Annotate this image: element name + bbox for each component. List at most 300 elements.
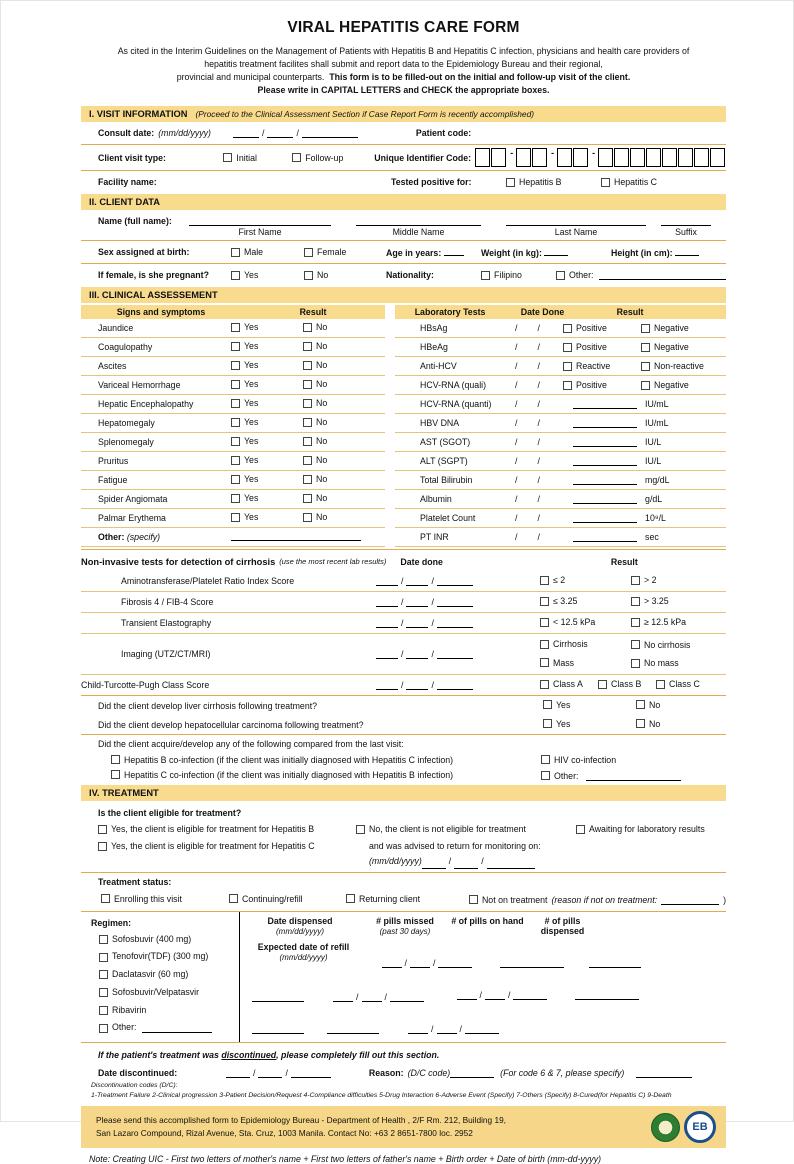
checkbox-icon bbox=[98, 842, 107, 851]
checkbox-not-eligible[interactable]: No, the client is not eligible for treatment bbox=[356, 822, 526, 837]
noninvasive-date-done-label: Date done bbox=[400, 556, 443, 567]
regimen-label: Regimen: bbox=[91, 918, 132, 928]
checkbox-icon bbox=[631, 597, 640, 606]
checkbox-class-a[interactable]: Class A bbox=[540, 679, 583, 689]
checkbox-eligible-hep-c[interactable]: Yes, the client is eligible for treatment for Hepatitis C bbox=[98, 839, 315, 854]
lab-label: HBV DNA bbox=[420, 418, 460, 428]
lab-unit: IU/L bbox=[645, 456, 662, 466]
sex-label: Sex assigned at birth: bbox=[98, 247, 190, 257]
checkbox-no-cirrhosis[interactable]: No cirrhosis bbox=[631, 639, 690, 651]
checkbox-icon bbox=[540, 597, 549, 606]
checkbox-yes[interactable]: Yes bbox=[231, 360, 258, 370]
checkbox-yes[interactable]: Yes bbox=[231, 493, 258, 503]
checkbox-enrolling[interactable]: Enrolling this visit bbox=[101, 894, 182, 904]
checkbox-yes[interactable]: Yes bbox=[231, 436, 258, 446]
clinical-row: Jaundice Yes No HBsAg / / Positive Negative bbox=[81, 319, 726, 338]
clinical-row: Hepatomegaly Yes No HBV DNA / / IU/mL bbox=[81, 414, 726, 433]
section-clinical-assessment-header bbox=[81, 287, 726, 303]
noninvasive-header bbox=[81, 552, 726, 571]
lab-label: Platelet Count bbox=[420, 513, 476, 523]
section-treatment-header bbox=[81, 785, 726, 801]
option-label: Hepatitis C bbox=[614, 177, 658, 187]
visit-type-label: Client visit type: bbox=[98, 152, 166, 163]
lab-label: PT INR bbox=[420, 532, 449, 542]
page-title: VIRAL HEPATITIS CARE FORM bbox=[287, 19, 520, 36]
checkbox-icon bbox=[563, 343, 572, 352]
lab-unit: 10⁹/L bbox=[645, 513, 666, 523]
checkbox-continuing[interactable]: Continuing/refill bbox=[229, 894, 303, 904]
age-group bbox=[386, 246, 481, 258]
last-name-caption: Last Name bbox=[554, 227, 598, 237]
checkbox-positive[interactable]: Positive bbox=[563, 380, 641, 390]
checkbox-icon bbox=[303, 380, 312, 389]
checkbox-not-on-treatment[interactable]: Not on treatment bbox=[469, 895, 548, 905]
col-pills-missed-sub: (past 30 days) bbox=[379, 927, 431, 936]
checkbox-yes[interactable]: Yes bbox=[231, 512, 258, 522]
footer-address: Please send this accomplished form to Epidemiology Bureau - Department of Health , 2/F Rm. 212, Building 19, San Lazaro Compound, Rizal Avenue, Sta. Cruz, 1003 Manila. Contact No: +63 2 8651-7800 loc. 2952 bbox=[96, 1115, 506, 1138]
checkbox-icon bbox=[481, 271, 490, 280]
sign-label: Jaundice bbox=[98, 323, 134, 333]
checkbox-initial[interactable] bbox=[223, 153, 292, 163]
checkbox-icon bbox=[304, 248, 313, 257]
patient-code-label: Patient code: bbox=[415, 128, 472, 138]
checkbox-icon bbox=[631, 576, 640, 585]
date-done-field[interactable]: / / bbox=[376, 597, 540, 607]
test-label: Aminotransferase/Platelet Ratio Index Score bbox=[121, 576, 295, 586]
checkbox-icon bbox=[231, 323, 240, 332]
middle-name-field[interactable] bbox=[356, 216, 481, 237]
checkbox-icon bbox=[303, 475, 312, 484]
weight-field[interactable] bbox=[544, 246, 568, 256]
height-field[interactable] bbox=[675, 246, 699, 256]
noninvasive-row-imaging bbox=[81, 634, 726, 675]
first-name-field[interactable] bbox=[189, 216, 331, 237]
checkbox-cirrhosis[interactable]: Cirrhosis bbox=[540, 639, 588, 649]
sign-label: Splenomegaly bbox=[98, 437, 154, 447]
checkbox-no[interactable]: No bbox=[303, 455, 327, 465]
question-text: Did the client develop liver cirrhosis following treatment? bbox=[98, 700, 318, 711]
checkbox-icon bbox=[576, 825, 585, 834]
test-label: Child-Turcotte-Pugh Class Score bbox=[81, 680, 210, 690]
pills-on-hand-field-1[interactable] bbox=[589, 958, 641, 968]
date-done-field[interactable]: / / bbox=[376, 618, 540, 628]
checkbox-icon bbox=[231, 437, 240, 446]
tested-positive-label: Tested positive for: bbox=[391, 177, 472, 187]
checkbox-icon bbox=[563, 381, 572, 390]
lab-unit: g/dL bbox=[645, 494, 663, 504]
lab-value-field[interactable] bbox=[573, 532, 637, 542]
checkbox-icon bbox=[540, 618, 549, 627]
lab-label: HCV-RNA (quali) bbox=[420, 380, 487, 390]
col-date-dispensed-format: (mm/dd/yyyy) bbox=[276, 927, 324, 936]
checkbox-yes[interactable]: Yes bbox=[231, 322, 258, 332]
checkbox-fib4-high[interactable]: > 3.25 bbox=[631, 596, 669, 606]
checkbox-no[interactable]: No bbox=[303, 322, 327, 332]
sign-label: Hepatomegaly bbox=[98, 418, 155, 428]
checkbox-apri-low[interactable]: ≤ 2 bbox=[540, 575, 565, 585]
first-name-caption: First Name bbox=[238, 227, 282, 237]
checkbox-returning[interactable]: Returning client bbox=[346, 894, 420, 904]
col-expected-refill-format: (mm/dd/yyyy) bbox=[279, 953, 328, 962]
checkbox-icon bbox=[636, 719, 645, 728]
checkbox-pregnant-yes[interactable] bbox=[231, 270, 304, 280]
checkbox-no[interactable]: No bbox=[303, 474, 327, 484]
checkbox-negative[interactable]: Negative bbox=[641, 342, 689, 352]
checkbox-yes[interactable]: Yes bbox=[231, 417, 258, 427]
test-label: Fibrosis 4 / FIB-4 Score bbox=[121, 597, 214, 607]
checkbox-icon bbox=[543, 700, 552, 709]
checkbox-apri-high[interactable]: > 2 bbox=[631, 575, 656, 585]
height-group bbox=[611, 246, 699, 258]
noninvasive-title-note: (use the most recent lab results) bbox=[279, 557, 387, 566]
checkbox-awaiting-results[interactable]: Awaiting for laboratory results bbox=[576, 822, 705, 837]
checkbox-icon bbox=[631, 640, 640, 649]
checkbox-icon bbox=[303, 342, 312, 351]
pills-missed-field-1[interactable] bbox=[500, 958, 564, 968]
checkbox-hepatitis-b[interactable] bbox=[506, 177, 601, 187]
question-cirrhosis bbox=[81, 696, 726, 715]
suffix-field[interactable] bbox=[661, 216, 711, 237]
checkbox-no[interactable]: No bbox=[303, 436, 327, 446]
checkbox-icon bbox=[598, 680, 607, 689]
other-sign-field[interactable] bbox=[231, 531, 361, 541]
checkbox-fib4-low[interactable]: ≤ 3.25 bbox=[540, 596, 577, 606]
checkbox-icon bbox=[99, 1006, 108, 1015]
checkbox-yes[interactable]: Yes bbox=[231, 455, 258, 465]
section2-title: II. CLIENT DATA bbox=[89, 197, 160, 207]
not-on-treatment-reason-label: (reason if not on treatment: bbox=[551, 894, 658, 905]
intro-line-4: Please write in CAPITAL LETTERS and CHECK the appropriate boxes. bbox=[257, 85, 550, 95]
checkbox-no[interactable]: No bbox=[636, 700, 660, 710]
intro-line-3: provincial and municipal counterparts. This form is to be filled-out on the initial and follow-up visit of the client. bbox=[176, 72, 631, 82]
noninvasive-row bbox=[81, 592, 726, 613]
checkbox-class-b[interactable]: Class B bbox=[598, 679, 641, 689]
weight-group bbox=[481, 246, 611, 258]
pills-missed-field-2[interactable] bbox=[575, 990, 639, 1000]
lab-unit: IU/mL bbox=[645, 399, 669, 409]
col-expected-refill: Expected date of refill bbox=[257, 942, 350, 952]
option-label: Other: bbox=[569, 270, 594, 280]
checkbox-icon bbox=[303, 418, 312, 427]
date-dispensed-field-2[interactable]: / / bbox=[457, 990, 548, 1000]
question-acquire bbox=[81, 735, 726, 753]
checkbox-icon bbox=[656, 680, 665, 689]
checkbox-hiv-coinfection[interactable]: HIV co-infection bbox=[541, 755, 616, 765]
clinical-row: Splenomegaly Yes No AST (SGOT) / / IU/L bbox=[81, 433, 726, 452]
checkbox-hepatitis-c[interactable] bbox=[601, 177, 657, 187]
col-result: Result bbox=[299, 307, 327, 317]
sign-label: Spider Angiomata bbox=[98, 494, 168, 504]
checkbox-yes[interactable]: Yes bbox=[231, 474, 258, 484]
col-pills-on-hand: # of pills on hand bbox=[451, 916, 524, 926]
checkbox-no[interactable]: No bbox=[303, 493, 327, 503]
lab-value-field[interactable] bbox=[573, 456, 637, 466]
checkbox-icon bbox=[231, 475, 240, 484]
lab-value-field[interactable] bbox=[573, 399, 637, 409]
monitoring-date: (mm/dd/yyyy) / / bbox=[356, 854, 576, 869]
checkbox-filipino[interactable] bbox=[481, 270, 556, 280]
checkbox-icon bbox=[303, 456, 312, 465]
age-label: Age in years: bbox=[386, 248, 442, 258]
section-visit-information-header bbox=[81, 106, 726, 122]
treatment-status-label-row bbox=[81, 873, 726, 891]
dispense-table bbox=[239, 912, 726, 1042]
eb-logo-icon: EB bbox=[684, 1111, 716, 1143]
option-label: Yes bbox=[244, 270, 259, 280]
checkbox-icon bbox=[641, 381, 650, 390]
clinical-row: Spider Angiomata Yes No Albumin / / g/dL bbox=[81, 490, 726, 509]
checkbox-yes[interactable]: Yes bbox=[231, 341, 258, 351]
checkbox-icon bbox=[543, 719, 552, 728]
clinical-row: Ascites Yes No Anti-HCV / / Reactive Non-reactive bbox=[81, 357, 726, 376]
age-field[interactable] bbox=[444, 246, 464, 256]
checkbox-positive[interactable]: Positive bbox=[563, 323, 641, 333]
checkbox-pregnant-no[interactable] bbox=[304, 270, 386, 280]
checkbox-icon bbox=[563, 324, 572, 333]
checkbox-icon bbox=[304, 271, 313, 280]
checkbox-icon bbox=[631, 618, 640, 627]
checkbox-yes[interactable]: Yes bbox=[231, 398, 258, 408]
lab-value-field[interactable] bbox=[573, 437, 637, 447]
checkbox-coinfection-other[interactable]: Other: bbox=[541, 771, 578, 781]
checkbox-icon bbox=[541, 755, 550, 764]
checkbox-daclatasvir[interactable]: Daclatasvir (60 mg) bbox=[99, 967, 188, 983]
checkbox-yes[interactable]: Yes bbox=[543, 700, 570, 710]
lab-unit: sec bbox=[645, 532, 659, 542]
clinical-row: Other: (specify) PT INR / / sec bbox=[81, 528, 726, 547]
checkbox-icon bbox=[641, 324, 650, 333]
lab-label: ALT (SGPT) bbox=[420, 456, 468, 466]
divider bbox=[81, 549, 726, 550]
eligible-options bbox=[81, 822, 726, 869]
pills-dispensed-field-2[interactable] bbox=[327, 1024, 379, 1034]
checkbox-nationality-other[interactable] bbox=[556, 270, 593, 280]
sign-label: Coagulopathy bbox=[98, 342, 153, 352]
coinfection-other-field[interactable] bbox=[586, 771, 681, 781]
checkbox-icon bbox=[99, 953, 108, 962]
checkbox-ribavirin[interactable]: Ribavirin bbox=[99, 1003, 146, 1019]
other-sign-label: Other: (specify) bbox=[98, 532, 161, 542]
checkbox-non-reactive[interactable]: Non-reactive bbox=[641, 361, 704, 371]
dc-code-field[interactable] bbox=[450, 1068, 494, 1078]
checkbox-icon bbox=[99, 935, 108, 944]
for-code-label: (For code 6 & 7, please specify) bbox=[500, 1067, 625, 1078]
checkbox-icon bbox=[601, 178, 610, 187]
checkbox-male[interactable] bbox=[231, 247, 304, 257]
checkbox-female[interactable] bbox=[304, 247, 386, 257]
sign-label: Pruritus bbox=[98, 456, 129, 466]
noninvasive-title: Non-invasive tests for detection of cirrhosis bbox=[81, 556, 276, 567]
checkbox-icon bbox=[303, 399, 312, 408]
checkbox-icon bbox=[641, 362, 650, 371]
option-label: Female bbox=[317, 247, 347, 257]
col-labs: Laboratory Tests bbox=[414, 307, 486, 317]
lab-label: Total Bilirubin bbox=[420, 475, 473, 485]
section3-title: III. CLINICAL ASSESSEMENT bbox=[89, 290, 218, 300]
checkbox-icon bbox=[99, 988, 108, 997]
regimen-other-field[interactable] bbox=[142, 1023, 212, 1033]
discontinued-intro: If the patient's treatment was discontinued , please completely fill out this section. bbox=[98, 1049, 440, 1060]
col-date-done: Date Done bbox=[520, 307, 565, 317]
not-on-treatment-reason-field[interactable] bbox=[661, 895, 719, 905]
checkbox-yes[interactable]: Yes bbox=[231, 379, 258, 389]
option-label: No bbox=[317, 270, 329, 280]
section-client-data-header bbox=[81, 194, 726, 210]
col-pills-missed: # pills missed bbox=[376, 916, 434, 926]
checkbox-sofosbuvir-velpatasvir[interactable]: Sofosbuvir/Velpatasvir bbox=[99, 985, 199, 1001]
checkbox-icon bbox=[303, 323, 312, 332]
option-label: Initial bbox=[236, 152, 257, 163]
checkbox-icon bbox=[303, 494, 312, 503]
date-done-field[interactable]: / / bbox=[376, 576, 540, 586]
checkbox-icon bbox=[231, 513, 240, 522]
checkbox-icon bbox=[98, 825, 107, 834]
date-discontinued-field[interactable]: / / bbox=[226, 1068, 331, 1078]
checkbox-hepb-coinfection[interactable]: Hepatitis B co-infection (if the client was initially diagnosed with Hepatitis C infection) bbox=[111, 755, 453, 765]
question-text: Did the client develop hepatocellular carcinoma following treatment? bbox=[98, 719, 364, 730]
uic-note: Note: Creating UIC - First two letters of mother's name + First two letters of father's name + Birth order + Date of birth (mm-dd-yyyy) bbox=[89, 1154, 602, 1164]
checkbox-class-c[interactable]: Class C bbox=[656, 679, 700, 689]
checkbox-no-mass[interactable]: No mass bbox=[631, 658, 679, 670]
date-done-field[interactable]: / / bbox=[376, 649, 540, 659]
pills-dispensed-field-1[interactable] bbox=[252, 992, 304, 1002]
sign-label: Fatigue bbox=[98, 475, 128, 485]
test-label: Imaging (UTZ/CT/MRI) bbox=[121, 649, 211, 659]
checkbox-icon bbox=[231, 361, 240, 370]
question-hcc bbox=[81, 715, 726, 734]
checkbox-no[interactable]: No bbox=[303, 360, 327, 370]
pregnant-nationality-row bbox=[81, 264, 726, 286]
checkbox-no[interactable]: No bbox=[303, 512, 327, 522]
visit-type-row bbox=[81, 145, 726, 170]
clinical-table-header bbox=[81, 305, 726, 319]
clinical-row: Pruritus Yes No ALT (SGPT) / / IU/L bbox=[81, 452, 726, 471]
dc-code-label: (D/C code) bbox=[407, 1067, 451, 1078]
pregnant-label: If female, is she pregnant? bbox=[98, 270, 209, 280]
consult-date-row bbox=[81, 122, 726, 144]
checkbox-icon bbox=[541, 771, 550, 780]
middle-name-caption: Middle Name bbox=[392, 227, 445, 237]
consult-date-field[interactable]: / / bbox=[233, 128, 358, 138]
checkbox-icon bbox=[303, 513, 312, 522]
sign-label: Ascites bbox=[98, 361, 127, 371]
checkbox-icon bbox=[231, 271, 240, 280]
lab-value-field[interactable] bbox=[573, 513, 637, 523]
last-name-field[interactable] bbox=[506, 216, 646, 237]
noninvasive-row bbox=[81, 571, 726, 592]
clinical-row: Palmar Erythema Yes No Platelet Count / / 10⁹/L bbox=[81, 509, 726, 528]
uic-label: Unique Identifier Code: bbox=[374, 152, 472, 163]
checkbox-mass[interactable]: Mass bbox=[540, 658, 574, 668]
checkbox-negative[interactable]: Negative bbox=[641, 380, 689, 390]
checkbox-tenofovir[interactable]: Tenofovir(TDF) (300 mg) bbox=[99, 949, 208, 965]
lab-label: AST (SGOT) bbox=[420, 437, 471, 447]
checkbox-no[interactable]: No bbox=[303, 417, 327, 427]
lab-unit: mg/dL bbox=[645, 475, 670, 485]
footer-banner bbox=[81, 1106, 726, 1148]
col-result2: Result bbox=[616, 307, 644, 317]
doh-seal-icon bbox=[651, 1113, 680, 1142]
test-label: Transient Elastography bbox=[121, 618, 212, 628]
dc-specify-field[interactable] bbox=[636, 1068, 692, 1078]
checkbox-hepc-coinfection[interactable]: Hepatitis C co-infection (if the client was initially diagnosed with Hepatitis B infection) bbox=[111, 770, 453, 780]
lab-value-field[interactable] bbox=[573, 418, 637, 428]
lab-label: Albumin bbox=[420, 494, 452, 504]
lab-label: Anti-HCV bbox=[420, 361, 457, 371]
checkbox-icon bbox=[636, 700, 645, 709]
checkbox-icon bbox=[231, 494, 240, 503]
consult-date-label: Consult date: bbox=[98, 128, 155, 138]
date-dispensed-field-1[interactable]: / / bbox=[382, 958, 473, 968]
name-label: Name (full name): bbox=[98, 216, 172, 226]
lab-label: HBeAg bbox=[420, 342, 448, 352]
checkbox-no[interactable]: No bbox=[303, 398, 327, 408]
intro-line-2: hepatitis treatment facilites shall submit and report data to the Epidemiology Bureau and their regional, bbox=[204, 59, 603, 69]
checkbox-negative[interactable]: Negative bbox=[641, 323, 689, 333]
pills-on-hand-field-2[interactable] bbox=[252, 1024, 304, 1034]
weight-label: Weight (in kg): bbox=[481, 248, 542, 258]
checkbox-icon bbox=[540, 576, 549, 585]
patient-code-field[interactable] bbox=[477, 129, 726, 138]
sign-label: Hepatic Encephalopathy bbox=[98, 399, 194, 409]
name-row bbox=[81, 210, 726, 240]
checkbox-no[interactable]: No bbox=[303, 341, 327, 351]
checkbox-positive[interactable]: Positive bbox=[563, 342, 641, 352]
checkbox-icon bbox=[231, 418, 240, 427]
checkbox-te-high[interactable]: ≥ 12.5 kPa bbox=[631, 617, 686, 627]
col-date-dispensed: Date dispensed bbox=[267, 916, 333, 926]
option-label: Hepatitis B bbox=[519, 177, 562, 187]
checkbox-follow-up[interactable] bbox=[292, 153, 374, 163]
checkbox-icon bbox=[303, 361, 312, 370]
checkbox-icon bbox=[540, 640, 549, 649]
checkbox-eligible-hep-b[interactable]: Yes, the client is eligible for treatment for Hepatitis B bbox=[98, 822, 314, 837]
col-signs: Signs and symptoms bbox=[116, 307, 206, 317]
refill-date-field-2[interactable]: / / bbox=[408, 1024, 499, 1034]
checkbox-icon bbox=[231, 456, 240, 465]
checkbox-icon bbox=[231, 399, 240, 408]
sex-age-row bbox=[81, 241, 726, 263]
monitoring-note: and was advised to return for monitoring on: bbox=[369, 841, 541, 851]
checkbox-no[interactable]: No bbox=[303, 379, 327, 389]
checkbox-reactive[interactable]: Reactive bbox=[563, 361, 641, 371]
clinical-row: Variceal Hemorrhage Yes No HCV-RNA (quali) / / Positive Negative bbox=[81, 376, 726, 395]
lab-value-field[interactable] bbox=[573, 475, 637, 485]
eligible-question bbox=[81, 803, 726, 822]
refill-date-field-1[interactable]: / / bbox=[333, 992, 424, 1002]
checkbox-yes[interactable]: Yes bbox=[543, 719, 570, 729]
treatment-status-label: Treatment status: bbox=[98, 877, 172, 887]
checkbox-regimen-other[interactable]: Other: bbox=[99, 1020, 136, 1036]
checkbox-icon bbox=[631, 659, 640, 668]
checkbox-te-low[interactable]: < 12.5 kPa bbox=[540, 617, 595, 627]
consult-date-format: (mm/dd/yyyy) bbox=[158, 128, 211, 138]
question-text: Is the client eligible for treatment? bbox=[98, 807, 242, 818]
uic-boxes[interactable]: - - - bbox=[475, 148, 726, 167]
lab-label: HBsAg bbox=[420, 323, 448, 333]
checkbox-sofosbuvir[interactable]: Sofosbuvir (400 mg) bbox=[99, 932, 191, 948]
checkbox-icon bbox=[99, 970, 108, 979]
regimen-block bbox=[81, 912, 726, 1043]
checkbox-icon bbox=[356, 825, 365, 834]
date-discontinued-label: Date discontinued: bbox=[98, 1067, 178, 1078]
monitoring-date-field[interactable]: / / bbox=[422, 854, 535, 869]
checkbox-no[interactable]: No bbox=[636, 719, 660, 729]
lab-value-field[interactable] bbox=[573, 494, 637, 504]
checkbox-icon bbox=[111, 770, 120, 779]
date-done-field[interactable]: / / bbox=[376, 680, 540, 690]
nationality-other-field[interactable] bbox=[599, 270, 726, 280]
